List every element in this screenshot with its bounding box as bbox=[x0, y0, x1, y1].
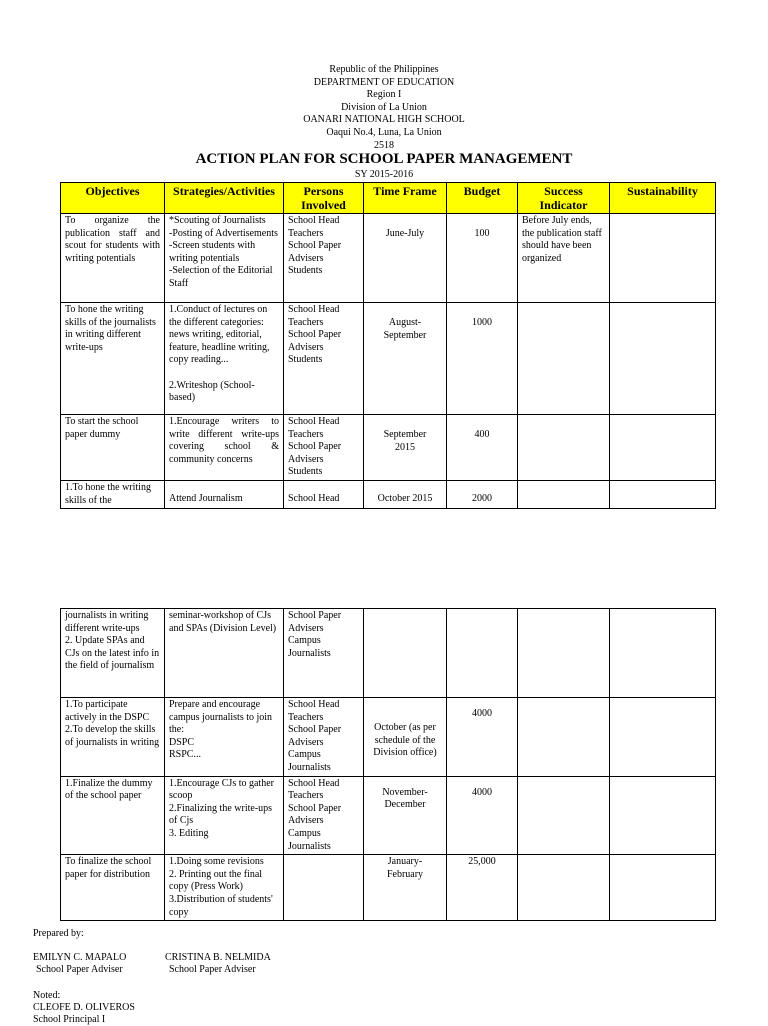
header-line-address: Oaqui No.4, Luna, La Union bbox=[326, 126, 442, 138]
column-header-persons: Persons Involved bbox=[284, 183, 364, 214]
cell-success-indicator bbox=[518, 698, 610, 777]
header-line-department: DEPARTMENT OF EDUCATION bbox=[313, 76, 455, 88]
signatory-1 bbox=[33, 952, 126, 976]
table-row bbox=[61, 698, 716, 777]
cell-success-indicator bbox=[518, 776, 610, 855]
cell-success-indicator bbox=[518, 415, 610, 481]
cell-objectives: 1.To hone the writing skills of the bbox=[61, 480, 165, 508]
cell-objectives: To organize the publication staff and scout for students with writing potentials bbox=[61, 214, 165, 303]
signatory-name: CLEOFE D. OLIVEROS bbox=[33, 1002, 135, 1013]
cell-success-indicator bbox=[518, 855, 610, 921]
noted-label: Noted: bbox=[33, 990, 61, 1001]
table-row bbox=[61, 855, 716, 921]
cell-objectives: To finalize the school paper for distribution bbox=[61, 855, 165, 921]
header-line-school: OANARI NATIONAL HIGH SCHOOL bbox=[303, 114, 465, 126]
cell-time-frame bbox=[364, 609, 447, 698]
cell-strategies: Attend Journalism bbox=[165, 480, 284, 508]
cell-persons: School Head Teachers School Paper Advisers Campus Journalists bbox=[284, 776, 364, 855]
signatory-role: School Principal I bbox=[33, 1014, 106, 1025]
action-plan-table-page-2 bbox=[60, 608, 716, 921]
header-line-region: Region I bbox=[366, 89, 402, 101]
column-header-sustainability: Sustainability bbox=[610, 183, 716, 214]
cell-time-frame: August- September bbox=[364, 303, 447, 415]
cell-strategies: 1.Conduct of lectures on the different categories: news writing, editorial, feature, headline writing, copy reading... 2.Writeshop (School-based) bbox=[165, 303, 284, 415]
header-line-republic: Republic of the Philippines bbox=[329, 64, 439, 75]
header-line-zip: 2518 bbox=[374, 139, 394, 151]
cell-success-indicator bbox=[518, 480, 610, 508]
cell-budget: 25,000 bbox=[447, 855, 518, 921]
cell-sustainability bbox=[610, 698, 716, 777]
column-header-budget: Budget bbox=[447, 183, 518, 214]
cell-budget: 4000 bbox=[447, 776, 518, 855]
table-row bbox=[61, 303, 716, 415]
table-row bbox=[61, 415, 716, 481]
cell-budget bbox=[447, 609, 518, 698]
cell-persons: School Head Teachers School Paper Advisers Students bbox=[284, 303, 364, 415]
cell-persons: School Head Teachers School Paper Advisers Campus Journalists bbox=[284, 698, 364, 777]
signatory-role: School Paper Adviser bbox=[36, 964, 123, 975]
cell-sustainability bbox=[610, 415, 716, 481]
school-year: SY 2015-2016 bbox=[354, 169, 414, 180]
signatory-name: EMILYN C. MAPALO bbox=[33, 952, 127, 963]
cell-sustainability bbox=[610, 480, 716, 508]
cell-objectives: 1.Finalize the dummy of the school paper bbox=[61, 776, 165, 855]
cell-strategies: *Scouting of Journalists -Posting of Advertisements -Screen students with writing potentials -Selection of the Editorial Staff bbox=[165, 214, 284, 303]
cell-budget: 4000 bbox=[447, 698, 518, 777]
cell-sustainability bbox=[610, 303, 716, 415]
cell-time-frame: January- February bbox=[364, 855, 447, 921]
cell-budget: 2000 bbox=[447, 480, 518, 508]
cell-success-indicator bbox=[518, 303, 610, 415]
header-line-division: Division of La Union bbox=[341, 101, 427, 113]
cell-budget: 400 bbox=[447, 415, 518, 481]
cell-sustainability bbox=[610, 855, 716, 921]
document-header bbox=[0, 64, 768, 152]
column-header-success-indicator: Success Indicator bbox=[518, 183, 610, 214]
signatory-2 bbox=[165, 952, 271, 976]
signatory-name: CRISTINA B. NELMIDA bbox=[165, 952, 271, 963]
cell-time-frame: October (as per schedule of the Division office) bbox=[364, 698, 447, 777]
table-header-row bbox=[61, 183, 716, 214]
column-header-time-frame: Time Frame bbox=[364, 183, 447, 214]
table-row bbox=[61, 776, 716, 855]
cell-persons: School Head bbox=[284, 480, 364, 508]
cell-budget: 1000 bbox=[447, 303, 518, 415]
cell-strategies: 1.Doing some revisions 2. Printing out the final copy (Press Work) 3.Distribution of students' copy bbox=[165, 855, 284, 921]
cell-objectives: To start the school paper dummy bbox=[61, 415, 165, 481]
prepared-by-label: Prepared by: bbox=[33, 928, 84, 939]
cell-success-indicator bbox=[518, 609, 610, 698]
document-title: ACTION PLAN FOR SCHOOL PAPER MANAGEMENT bbox=[195, 151, 573, 167]
cell-strategies: seminar-workshop of CJs and SPAs (Division Level) bbox=[165, 609, 284, 698]
cell-sustainability bbox=[610, 776, 716, 855]
cell-success-indicator: Before July ends, the publication staff should have been organized bbox=[518, 214, 610, 303]
column-header-objectives: Objectives bbox=[61, 183, 165, 214]
cell-persons bbox=[284, 855, 364, 921]
cell-budget: 100 bbox=[447, 214, 518, 303]
table-row bbox=[61, 480, 716, 508]
cell-objectives: 1.To participate actively in the DSPC 2.To develop the skills of journalists in writing bbox=[61, 698, 165, 777]
cell-time-frame: November- December bbox=[364, 776, 447, 855]
cell-persons: School Paper Advisers Campus Journalists bbox=[284, 609, 364, 698]
cell-persons: School Head Teachers School Paper Advisers Students bbox=[284, 415, 364, 481]
signatory-role: School Paper Adviser bbox=[169, 964, 256, 975]
cell-time-frame: October 2015 bbox=[364, 480, 447, 508]
cell-sustainability bbox=[610, 214, 716, 303]
cell-time-frame: September 2015 bbox=[364, 415, 447, 481]
cell-objectives: journalists in writing different write-ups 2. Update SPAs and CJs on the latest info in the field of journalism bbox=[61, 609, 165, 698]
signatory-3 bbox=[33, 1002, 135, 1026]
table-row bbox=[61, 609, 716, 698]
cell-sustainability bbox=[610, 609, 716, 698]
cell-objectives: To hone the writing skills of the journalists in writing different write-ups bbox=[61, 303, 165, 415]
cell-strategies: 1.Encourage writers to write different write-ups covering school & community concerns bbox=[165, 415, 284, 481]
cell-strategies: Prepare and encourage campus journalists to join the: DSPC RSPC... bbox=[165, 698, 284, 777]
cell-time-frame: June-July bbox=[364, 214, 447, 303]
table-row bbox=[61, 214, 716, 303]
action-plan-table-page-1 bbox=[60, 182, 716, 509]
cell-strategies: 1.Encourage CJs to gather scoop 2.Finalizing the write-ups of Cjs 3. Editing bbox=[165, 776, 284, 855]
column-header-strategies: Strategies/Activities bbox=[165, 183, 284, 214]
cell-persons: School Head Teachers School Paper Advisers Students bbox=[284, 214, 364, 303]
